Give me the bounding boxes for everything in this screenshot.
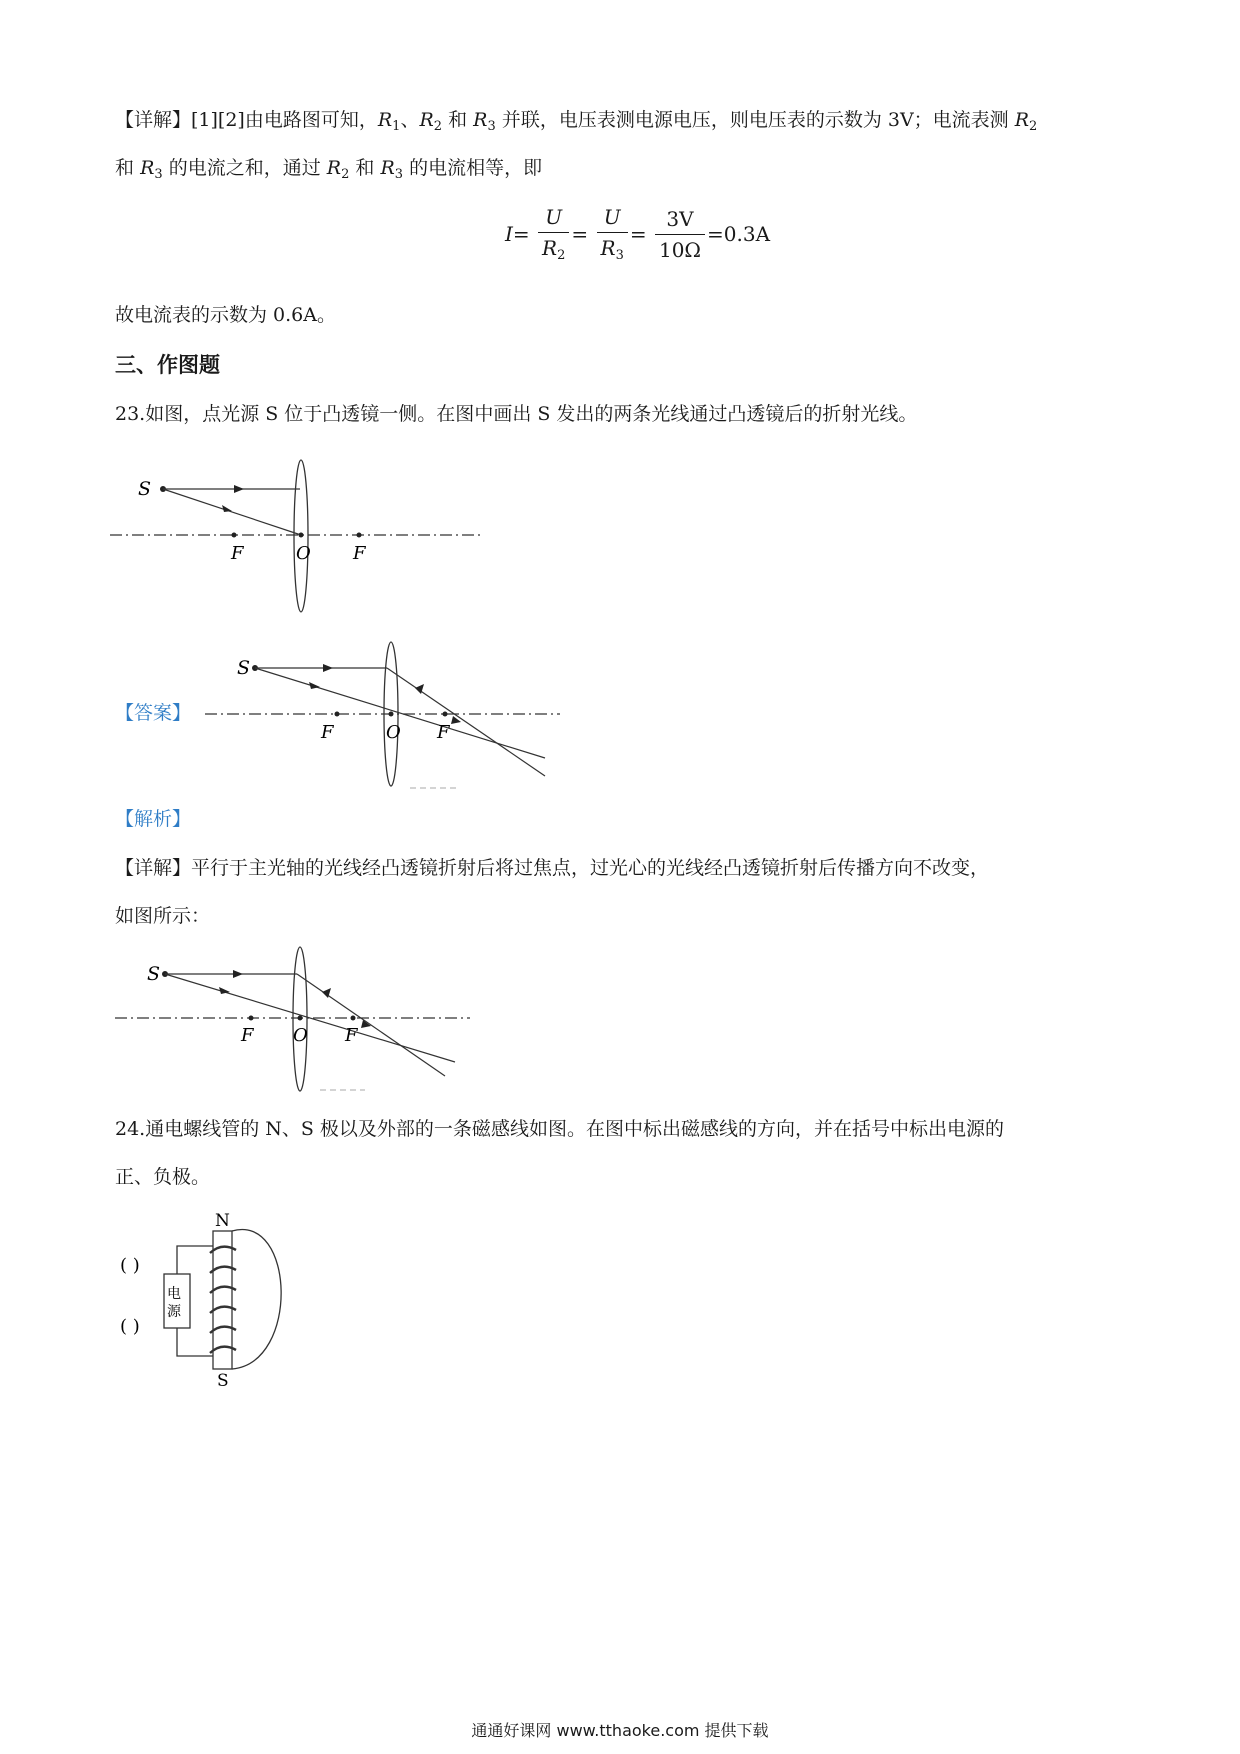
label-s: S xyxy=(138,478,152,500)
r3-symbol: R xyxy=(473,109,488,131)
lens-diagram-question xyxy=(110,455,490,615)
r2-symbol: R xyxy=(326,157,342,179)
power-label-1: 电 xyxy=(167,1286,181,1302)
paren-top: ( ) xyxy=(120,1255,140,1276)
label-f-left: F xyxy=(241,1025,254,1046)
power-label-2: 源 xyxy=(167,1304,181,1320)
r2-sub: 2 xyxy=(341,167,350,182)
label-f-right: F xyxy=(437,722,450,743)
r3-sub: 3 xyxy=(394,167,404,182)
question-24-line-1: 24.通电螺线管的 N、S 极以及外部的一条磁感线如图。在图中标出磁感线的方向，并在括号中标出电源的 xyxy=(115,1118,1004,1140)
label-f-right: F xyxy=(345,1025,358,1046)
detail-2-line-2: 如图所示： xyxy=(115,905,211,927)
r2-sub: 2 xyxy=(433,119,443,134)
r3-sub: 3 xyxy=(154,167,163,182)
label-o: O xyxy=(386,722,401,743)
label-f-left: F xyxy=(231,543,244,564)
and-word: 和 xyxy=(355,157,375,179)
and-word: 和 xyxy=(448,109,468,131)
separator: 、 xyxy=(400,109,420,131)
r1-symbol: R xyxy=(377,109,393,131)
detail-line-2 xyxy=(115,155,542,188)
frac-numerator: U xyxy=(597,205,628,233)
frac-denominator xyxy=(538,233,569,263)
ref-marker: [1][2] xyxy=(191,109,245,131)
label-f-right: F xyxy=(353,543,366,564)
r-symbol: R xyxy=(542,236,558,260)
detail-text: 并联，电压表测电源电压，则电压表的示数为 3V；电流表测 xyxy=(501,109,1015,131)
formula-eq: = xyxy=(512,222,530,246)
formula-i: I xyxy=(505,222,513,246)
answer-label: 【答案】 xyxy=(115,702,192,724)
paren-bottom: ( ) xyxy=(120,1316,140,1337)
and-word: 和 xyxy=(115,157,135,179)
formula-result: =0.3A xyxy=(707,222,771,246)
detail-text: 的电流相等，即 xyxy=(403,157,543,179)
fraction-u-r3 xyxy=(597,205,628,263)
label-s-pole: S xyxy=(217,1371,229,1391)
detail-text: 的电流之和，通过 xyxy=(168,157,327,179)
r3-sub: 3 xyxy=(487,119,496,134)
r2-symbol: R xyxy=(1014,109,1030,131)
sub-2: 2 xyxy=(557,248,566,263)
section-heading: 三、作图题 xyxy=(115,352,220,377)
detail-tag: 【详解】 xyxy=(115,109,192,131)
label-s: S xyxy=(237,657,251,679)
fraction-values xyxy=(655,207,705,262)
label-o: O xyxy=(293,1025,308,1046)
frac-numerator: 3V xyxy=(655,207,705,235)
r3-symbol: R xyxy=(140,157,155,179)
question-23: 23.如图，点光源 S 位于凸透镜一侧。在图中画出 S 发出的两条光线通过凸透镜后的折射光线。 xyxy=(115,403,918,425)
r2-sub: 2 xyxy=(1029,119,1038,134)
detail-2-line-1: 【详解】平行于主光轴的光线经凸透镜折射后将过焦点，过光心的光线经凸透镜折射后传播方向不改变， xyxy=(115,857,990,879)
formula-eq: = xyxy=(571,222,589,246)
label-f-left: F xyxy=(321,722,334,743)
detail-line-1 xyxy=(115,107,1037,140)
page-footer: 通通好课网 www.tthaoke.com 提供下载 xyxy=(471,1721,769,1740)
formula-eq: = xyxy=(629,222,647,246)
r2-symbol: R xyxy=(419,109,434,131)
frac-denominator xyxy=(597,233,628,263)
question-24-line-2: 正、负极。 xyxy=(115,1166,211,1188)
fraction-u-r2 xyxy=(538,205,569,263)
solenoid-diagram xyxy=(120,1208,310,1391)
r3-symbol: R xyxy=(380,157,395,179)
sub-3: 3 xyxy=(615,248,624,263)
conclusion: 故电流表的示数为 0.6A。 xyxy=(115,304,336,326)
current-formula xyxy=(505,205,770,275)
lens-diagram-answer xyxy=(205,640,565,800)
analysis-label: 【解析】 xyxy=(115,808,192,830)
frac-numerator: U xyxy=(538,205,569,233)
label-s: S xyxy=(147,963,161,985)
lens-diagram-detail xyxy=(115,950,475,1100)
frac-denominator: 10Ω xyxy=(658,237,701,262)
label-n: N xyxy=(215,1211,230,1231)
r-symbol: R xyxy=(600,236,616,260)
detail-text: 由电路图可知， xyxy=(244,109,378,131)
label-o: O xyxy=(296,543,311,564)
r1-sub: 1 xyxy=(392,119,401,134)
